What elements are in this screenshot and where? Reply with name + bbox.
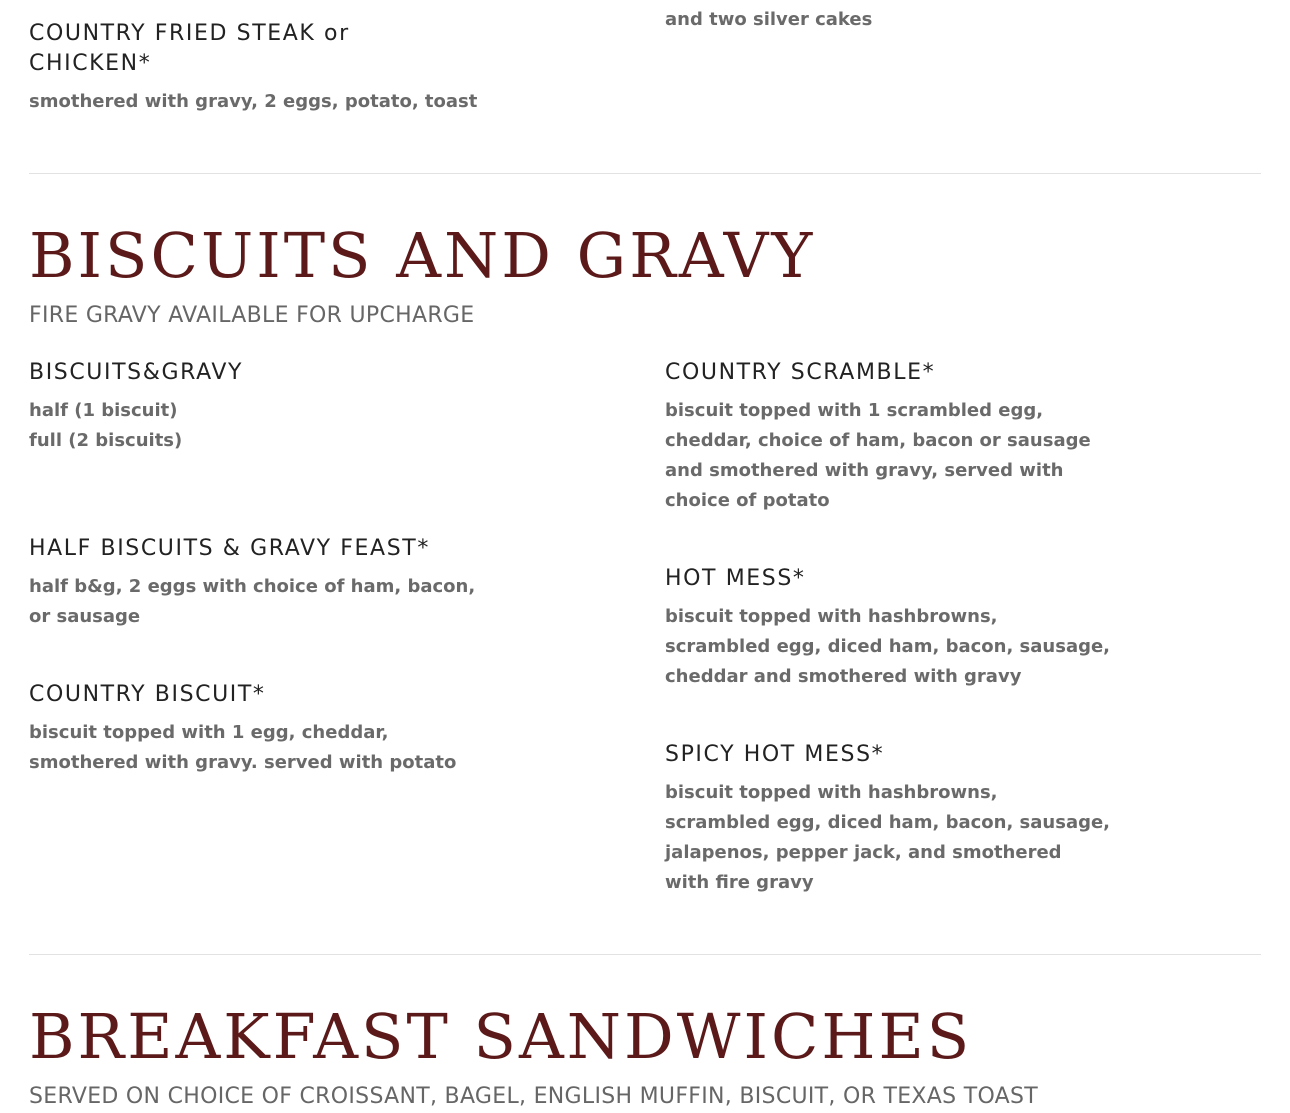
menu-item-half-biscuits-gravy-feast — [29, 534, 475, 632]
description-line: biscuit topped with 1 egg, cheddar, — [29, 722, 389, 743]
description-line: biscuit topped with 1 scrambled egg, — [665, 400, 1044, 421]
menu-item-name: COUNTRY BISCUIT* — [29, 682, 266, 707]
description-line: scrambled egg, diced ham, bacon, sausage, — [665, 636, 1111, 657]
description-line: and smothered with gravy, served with — [665, 460, 1064, 481]
menu-item-description — [29, 572, 475, 632]
description-line: cheddar, choice of ham, bacon or sausage — [665, 430, 1091, 451]
top-right-item-description — [665, 0, 1088, 35]
menu-item-description — [29, 718, 456, 778]
menu-item-name-line: COUNTRY FRIED STEAK or — [29, 21, 350, 46]
description-line: biscuit topped with hashbrowns, — [665, 782, 998, 803]
menu-item-country-scramble — [665, 358, 1091, 516]
menu-item-biscuits-gravy — [29, 358, 243, 456]
description-line: cheddar and smothered with gravy — [665, 666, 1022, 687]
menu-item-name: BISCUITS&GRAVY — [29, 360, 244, 385]
menu-item-description — [29, 396, 243, 456]
menu-item-name: HOT MESS* — [665, 566, 806, 591]
description-line: full (2 biscuits) — [29, 430, 183, 451]
menu-item-name: SPICY HOT MESS* — [665, 742, 885, 767]
menu-item-hot-mess — [665, 564, 1110, 692]
menu-item-name-line: CHICKEN* — [29, 51, 152, 76]
section-divider — [29, 173, 1261, 174]
menu-item-description: smothered with gravy, 2 eggs, potato, toast — [29, 91, 478, 112]
description-line: or sausage — [29, 606, 141, 627]
menu-item-spicy-hot-mess — [665, 740, 1110, 898]
menu-item-description — [665, 602, 1110, 692]
description-line: choice of potato — [665, 490, 830, 511]
section-subtitle: FIRE GRAVY AVAILABLE FOR UPCHARGE — [29, 303, 475, 328]
description-line: and two silver cakes — [665, 9, 873, 30]
description-line: half b&g, 2 eggs with choice of ham, bacon, — [29, 576, 476, 597]
menu-item-country-biscuit — [29, 680, 456, 778]
description-line: with fire gravy — [665, 872, 814, 893]
description-line: scrambled egg, diced ham, bacon, sausage, — [665, 812, 1111, 833]
menu-item-description — [665, 396, 1091, 516]
section-divider — [29, 954, 1261, 955]
menu-item-name: HALF BISCUITS & GRAVY FEAST* — [29, 536, 430, 561]
section-title-biscuits-and-gravy: BISCUITS AND GRAVY — [29, 219, 816, 292]
menu-item-description — [665, 778, 1110, 898]
description-line: smothered with gravy. served with potato — [29, 752, 457, 773]
description-line: jalapenos, pepper jack, and smothered — [665, 842, 1062, 863]
description-line: half (1 biscuit) — [29, 400, 178, 421]
menu-item-country-fried-steak — [29, 19, 477, 117]
description-line: biscuit topped with hashbrowns, — [665, 606, 998, 627]
section-subtitle: SERVED ON CHOICE OF CROISSANT, BAGEL, ENGLISH MUFFIN, BISCUIT, OR TEXAS TOAST — [29, 1084, 1039, 1109]
section-title-breakfast-sandwiches: BREAKFAST SANDWICHES — [29, 1000, 973, 1073]
menu-item-name — [29, 19, 477, 79]
menu-item-name: COUNTRY SCRAMBLE* — [665, 360, 936, 385]
